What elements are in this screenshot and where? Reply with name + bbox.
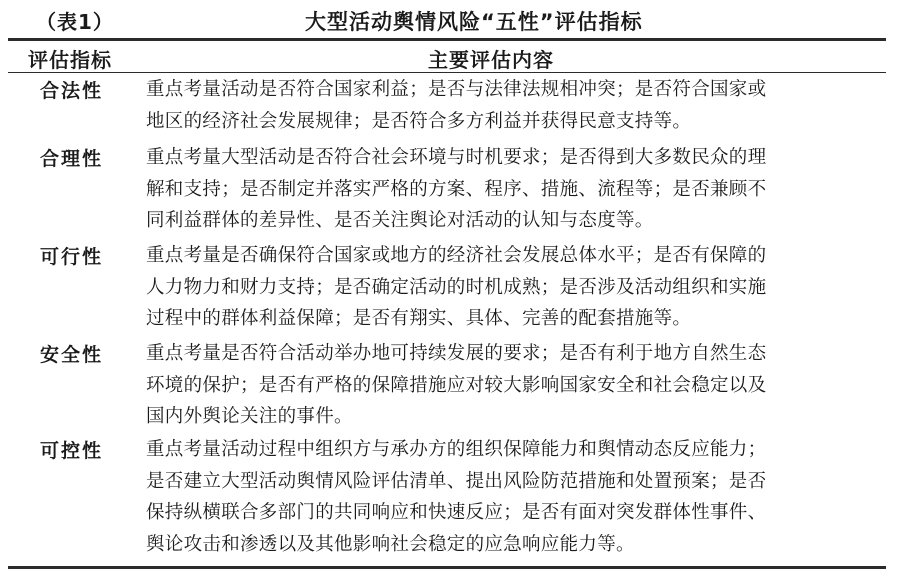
header-content: 主要评估内容 <box>428 48 554 72</box>
row-content <box>146 434 886 560</box>
row-content <box>146 142 886 237</box>
table-header-row <box>0 41 901 72</box>
table-bottom-rule <box>8 566 886 569</box>
content-line: 重点考量活动过程中组织方与承办方的组织保障能力和舆情动态反应能力； <box>146 439 767 460</box>
content-line: 重点考量是否符合活动举办地可持续发展的要求；是否有利于地方自然生态 <box>146 343 767 364</box>
content-line: 环境的保护；是否有严格的保障措施应对较大影响国家安全和社会稳定以及 <box>146 374 767 396</box>
header-indicator: 评估指标 <box>28 48 112 72</box>
content-line: 重点考量大型活动是否符合社会环境与时机要求；是否得到大多数民众的理 <box>146 147 767 168</box>
row-content <box>146 338 886 433</box>
row-content <box>146 74 886 137</box>
content-line: 重点考量活动是否符合国家利益；是否与法律法规相冲突；是否符合国家或 <box>146 79 767 100</box>
content-line: 国内外舆论关注的事件。 <box>146 406 353 427</box>
content-line: 人力物力和财力支持；是否确定活动的时机成熟；是否涉及活动组织和实施 <box>146 276 767 298</box>
content-line: 舆论攻击和渗透以及其他影响社会稳定的应急响应能力等。 <box>146 533 635 555</box>
table-number: （表1） <box>36 10 114 34</box>
row-indicator-label: 合理性 <box>40 148 104 170</box>
content-line: 是否建立大型活动舆情风险评估清单、提出风险防范措施和处置预案；是否 <box>146 470 767 492</box>
content-line: 解和支持；是否制定并落实严格的方案、程序、措施、流程等；是否兼顾不 <box>146 178 767 200</box>
content-line: 过程中的群体利益保障；是否有翔实、具体、完善的配套措施等。 <box>146 308 692 329</box>
content-line: 地区的经济社会发展规律；是否符合多方利益并获得民意支持等。 <box>146 110 692 132</box>
content-line: 重点考量是否确保符合国家或地方的经济社会发展总体水平；是否有保障的 <box>146 245 767 266</box>
table-title: 大型活动舆情风险“五性”评估指标 <box>305 10 643 34</box>
content-line: 保持纵横联合多部门的共同响应和快速反应；是否有面对突发群体性事件、 <box>146 502 767 523</box>
row-indicator-label: 可控性 <box>40 440 104 462</box>
row-content <box>146 240 886 335</box>
row-indicator-label: 合法性 <box>40 80 104 102</box>
row-indicator-label: 可行性 <box>40 246 104 268</box>
table-header-rule <box>8 72 886 73</box>
table-caption <box>0 4 901 34</box>
row-indicator-label: 安全性 <box>40 344 104 366</box>
content-line: 同利益群体的差异性、是否关注舆论对活动的认知与态度等。 <box>146 210 654 231</box>
